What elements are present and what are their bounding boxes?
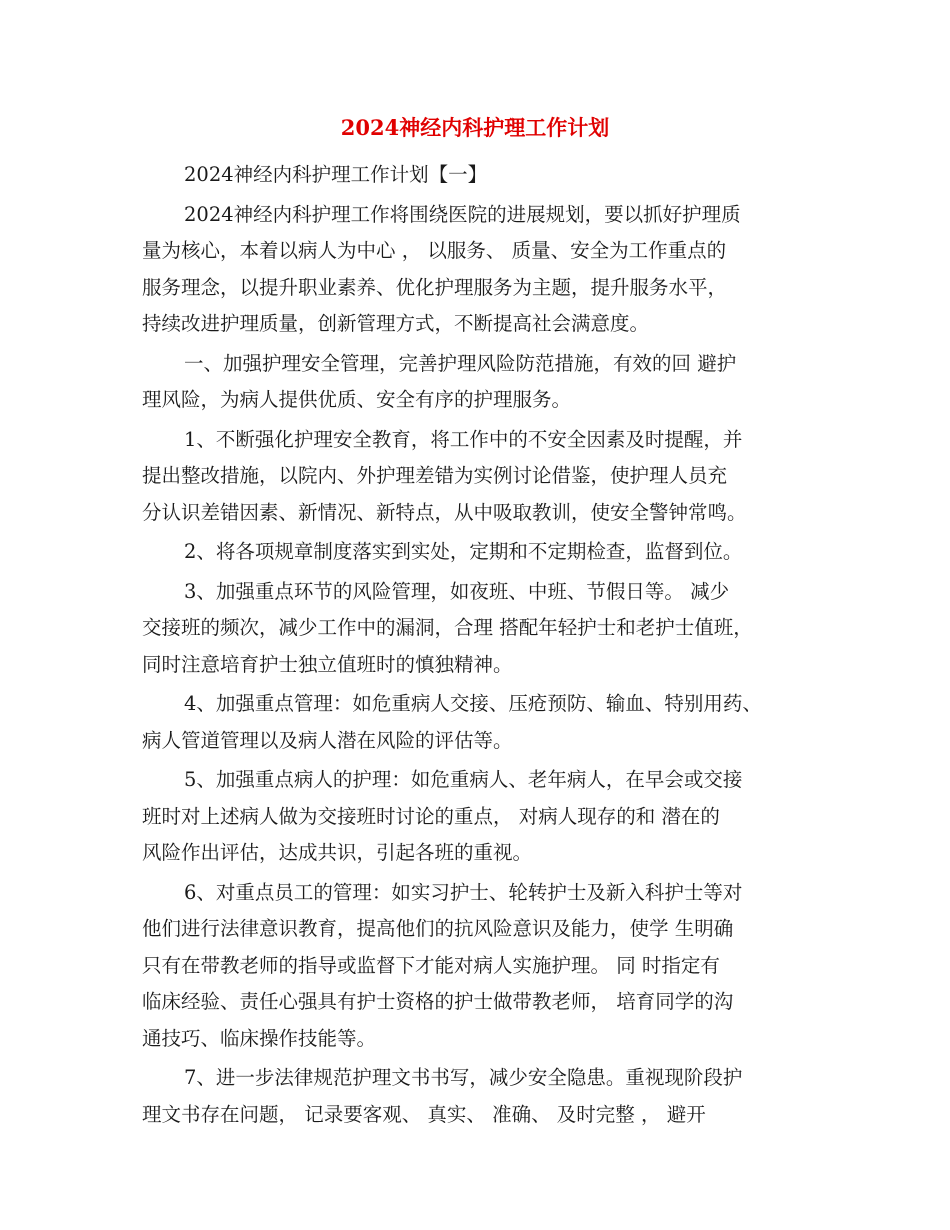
paragraph-line: 3、加强重点环节的风险管理，如夜班、中班、节假日等。 减少 (184, 579, 730, 603)
paragraph-line: 分认识差错因素、新情况、新特点，从中吸取教训，使安全警钟常鸣。 (142, 500, 747, 524)
paragraph-line: 4、加强重点管理：如危重病人交接、压疮预防、输血、特别用药、 (184, 692, 762, 715)
paragraph-line: 一、加强护理安全管理，完善护理风险防范措施，有效的回 避护 (184, 351, 737, 375)
paragraph-line: 服务理念，以提升职业素养、优化护理服务为主题，提升服务水平， (142, 275, 728, 299)
paragraph-line: 6、对重点员工的管理：如实习护士、轮转护士及新入科护士等对 (184, 880, 743, 904)
paragraph (142, 422, 822, 532)
paragraph-line: 他们进行法律意识教育，提高他们的抗风险意识及能力，使学 生明确 (142, 917, 734, 940)
paragraph-line: 同时注意培育护士独立值班时的慎独精神。 (142, 652, 513, 676)
paragraph (142, 574, 822, 684)
paragraph-line: 临床经验、责任心强具有护士资格的护士做带教老师， 培育同学的沟 (142, 990, 734, 1013)
paragraph (142, 875, 822, 1058)
paragraph (142, 1060, 822, 1133)
paragraph (142, 762, 822, 872)
paragraph-line: 1、不断强化护理安全教育，将工作中的不安全因素及时提醒，并 (184, 427, 743, 451)
paragraph (142, 534, 822, 571)
paragraph-line: 持续改进护理质量，创新管理方式，不断提高社会满意度。 (142, 312, 650, 335)
paragraph-line: 病人管道管理以及病人潜在风险的评估等。 (142, 728, 513, 752)
paragraph-line: 理风险，为病人提供优质、安全有序的护理服务。 (142, 388, 572, 411)
document-title: 2024神经内科护理工作计划 (340, 115, 610, 140)
paragraph (142, 197, 822, 343)
paragraph (142, 157, 822, 194)
paragraph-line: 7、进一步法律规范护理文书书写，减少安全隐患。重视现阶段护 (184, 1066, 743, 1089)
document-body (142, 157, 822, 1133)
paragraph-line: 2024神经内科护理工作计划【一】 (184, 163, 488, 186)
paragraph-line: 量为核心，本着以病人为中心 ， 以服务、 质量、安全为工作重点的 (142, 239, 727, 262)
paragraph-line: 风险作出评估，达成共识，引起各班的重视。 (142, 841, 533, 864)
paragraph-line: 提出整改措施，以院内、外护理差错为实例讨论借鉴，使护理人员充 (142, 464, 728, 487)
paragraph-line: 班时对上述病人做为交接班时讨论的重点， 对病人现存的和 潜在的 (142, 804, 720, 828)
paragraph-line: 只有在带教老师的指导或监督下才能对病人实施护理。 同 时指定有 (142, 953, 720, 977)
paragraph-line: 2024神经内科护理工作将围绕医院的进展规划，要以抓好护理质 (184, 202, 741, 226)
paragraph (142, 346, 822, 419)
paragraph-line: 通技巧、临床操作技能等。 (142, 1026, 377, 1050)
paragraph (142, 686, 822, 759)
paragraph-line: 理文书存在问题， 记录要客观、 真实、 准确、 及时完整 ， 避开 (142, 1102, 706, 1126)
paragraph-line: 交接班的频次，减少工作中的漏洞，合理 搭配年轻护士和老护士值班， (142, 616, 753, 639)
paragraph-line: 2、将各项规章制度落实到实处，定期和不定期检查，监督到位。 (184, 540, 743, 563)
paragraph-line: 5、加强重点病人的护理：如危重病人、老年病人，在早会或交接 (184, 768, 743, 791)
